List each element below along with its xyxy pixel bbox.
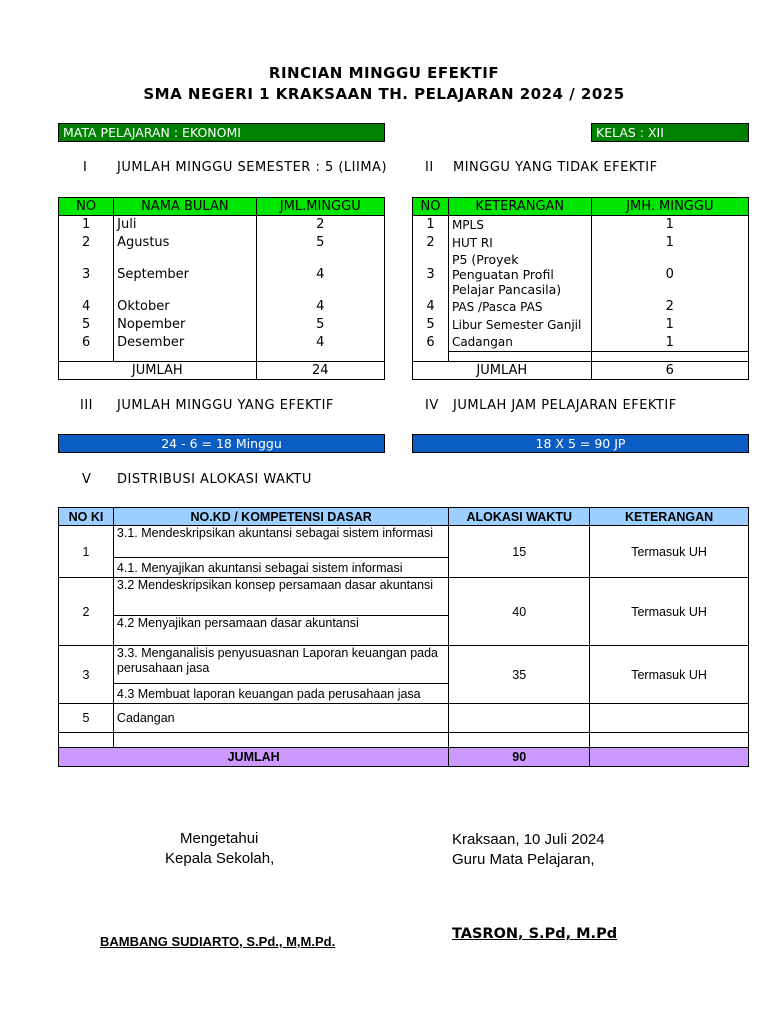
total-label: JUMLAH [413, 362, 592, 380]
total-value: 24 [256, 362, 384, 380]
table-row [413, 216, 749, 234]
total-label: JUMLAH [59, 748, 449, 767]
total-value: 90 [449, 748, 590, 767]
row-desc: MPLS [448, 216, 591, 234]
allocation-table [58, 507, 749, 767]
principal-name: BAMBANG SUDIARTO, S.Pd., M,M.Pd. [100, 934, 336, 949]
row-weeks: 1 [591, 316, 748, 334]
section-4-label: JUMLAH JAM PELAJARAN EFEKTIF [453, 398, 677, 413]
header-time: ALOKASI WAKTU [449, 508, 590, 526]
ki-number: 2 [59, 578, 114, 646]
row-desc: Cadangan [448, 334, 591, 352]
row-desc: P5 (Proyek Penguatan Profil Pelajar Pancasila) [448, 252, 591, 298]
header-description: KETERANGAN [448, 198, 591, 216]
row-weeks: 2 [256, 216, 384, 234]
header-no: NO [413, 198, 449, 216]
row-month: Agustus [114, 234, 256, 252]
total-value: 6 [591, 362, 748, 380]
allocation-header [59, 508, 749, 526]
document-subtitle: SMA NEGERI 1 KRAKSAAN TH. PELAJARAN 2024 / 2025 [143, 85, 625, 103]
effective-weeks-bar: 24 - 6 = 18 Minggu [58, 434, 385, 453]
table-row [413, 298, 749, 316]
row-weeks: 1 [591, 334, 748, 352]
time-value: 15 [449, 526, 590, 578]
section-4-number: IV [425, 398, 439, 413]
non-effective-total-row [413, 362, 749, 380]
effective-hours-bar: 18 X 5 = 90 JP [412, 434, 749, 453]
header-no: NO [59, 198, 114, 216]
table-row [59, 578, 749, 616]
section-3-number: III [80, 398, 94, 413]
row-month: Desember [114, 334, 256, 352]
row-no: 3 [413, 252, 449, 298]
table-spacer-row [59, 352, 385, 362]
row-no: 5 [59, 316, 114, 334]
non-effective-table [412, 197, 749, 380]
ki-number: 5 [59, 704, 114, 733]
header-kd: NO.KD / KOMPETENSI DASAR [113, 508, 448, 526]
header-weeks: JMH. MINGGU [591, 198, 748, 216]
section-5-number: V [82, 472, 92, 487]
row-month: Juli [114, 216, 256, 234]
row-month: September [114, 252, 256, 298]
subject-bar: MATA PELAJARAN : EKONOMI [58, 123, 385, 142]
table-row [59, 298, 385, 316]
table-spacer-row [59, 733, 749, 748]
table-row [413, 334, 749, 352]
row-no: 2 [59, 234, 114, 252]
row-weeks: 4 [256, 334, 384, 352]
header-ki: NO KI [59, 508, 114, 526]
table-row [413, 234, 749, 252]
section-1-label: JUMLAH MINGGU SEMESTER : 5 (LIIMA) [117, 160, 388, 175]
table-row [59, 646, 749, 684]
kd-text: 3.1. Mendeskripsikan akuntansi sebagai sistem informasi [113, 526, 448, 558]
months-total-row [59, 362, 385, 380]
header-month: NAMA BULAN [114, 198, 256, 216]
table-row [59, 704, 749, 733]
kd-text: 4.2 Menyajikan persamaan dasar akuntansi [113, 616, 448, 646]
kd-text: 4.1. Menyajikan akuntansi sebagai sistem informasi [113, 558, 448, 578]
table-spacer-row [413, 352, 749, 362]
table-row [413, 252, 749, 298]
row-weeks: 4 [256, 298, 384, 316]
ki-number: 1 [59, 526, 114, 578]
time-value: 40 [449, 578, 590, 646]
row-desc: HUT RI [448, 234, 591, 252]
document-title: RINCIAN MINGGU EFEKTIF [268, 64, 500, 82]
section-5-label: DISTRIBUSI ALOKASI WAKTU [117, 472, 312, 487]
row-no: 5 [413, 316, 449, 334]
table-row [59, 252, 385, 298]
row-no: 1 [59, 216, 114, 234]
table-row [413, 316, 749, 334]
kd-text: 3.2 Mendeskripsikan konsep persamaan dasar akuntansi [113, 578, 448, 616]
months-table [58, 197, 385, 380]
section-2-number: II [425, 160, 434, 175]
class-bar: KELAS : XII [591, 123, 749, 142]
row-weeks: 2 [591, 298, 748, 316]
header-note: KETERANGAN [590, 508, 749, 526]
months-table-header [59, 198, 385, 216]
time-value: 35 [449, 646, 590, 704]
principal-title: Kepala Sekolah, [165, 850, 275, 867]
allocation-total-row [59, 748, 749, 767]
table-row [59, 334, 385, 352]
total-label: JUMLAH [59, 362, 257, 380]
table-row [59, 316, 385, 334]
row-month: Oktober [114, 298, 256, 316]
row-no: 4 [413, 298, 449, 316]
table-row [59, 216, 385, 234]
place-date: Kraksaan, 10 Juli 2024 [452, 831, 605, 848]
row-desc: PAS /Pasca PAS [448, 298, 591, 316]
ki-number: 3 [59, 646, 114, 704]
table-row [59, 526, 749, 558]
kd-text: 3.3. Menganalisis penyusuasnan Laporan keuangan pada perusahaan jasa [113, 646, 448, 684]
row-no: 3 [59, 252, 114, 298]
non-effective-header [413, 198, 749, 216]
kd-text: Cadangan [113, 704, 448, 733]
row-weeks: 1 [591, 216, 748, 234]
row-no: 6 [59, 334, 114, 352]
row-no: 6 [413, 334, 449, 352]
row-weeks: 5 [256, 234, 384, 252]
note-text: Termasuk UH [590, 526, 749, 578]
row-no: 4 [59, 298, 114, 316]
row-desc: Libur Semester Ganjil [448, 316, 591, 334]
note-text: Termasuk UH [590, 578, 749, 646]
note-text: Termasuk UH [590, 646, 749, 704]
section-1-number: I [83, 160, 88, 175]
section-3-label: JUMLAH MINGGU YANG EFEKTIF [117, 398, 334, 413]
section-2-label: MINGGU YANG TIDAK EFEKTIF [453, 160, 658, 175]
row-no: 1 [413, 216, 449, 234]
row-weeks: 0 [591, 252, 748, 298]
table-row [59, 234, 385, 252]
teacher-title: Guru Mata Pelajaran, [452, 851, 595, 868]
teacher-name: TASRON, S.Pd, M.Pd [452, 926, 618, 942]
kd-text: 4.3 Membuat laporan keuangan pada perusahaan jasa [113, 684, 448, 704]
row-weeks: 5 [256, 316, 384, 334]
header-weeks: JML.MINGGU [256, 198, 384, 216]
row-month: Nopember [114, 316, 256, 334]
row-weeks: 4 [256, 252, 384, 298]
acknowledged-label: Mengetahui [180, 830, 259, 847]
row-weeks: 1 [591, 234, 748, 252]
row-no: 2 [413, 234, 449, 252]
